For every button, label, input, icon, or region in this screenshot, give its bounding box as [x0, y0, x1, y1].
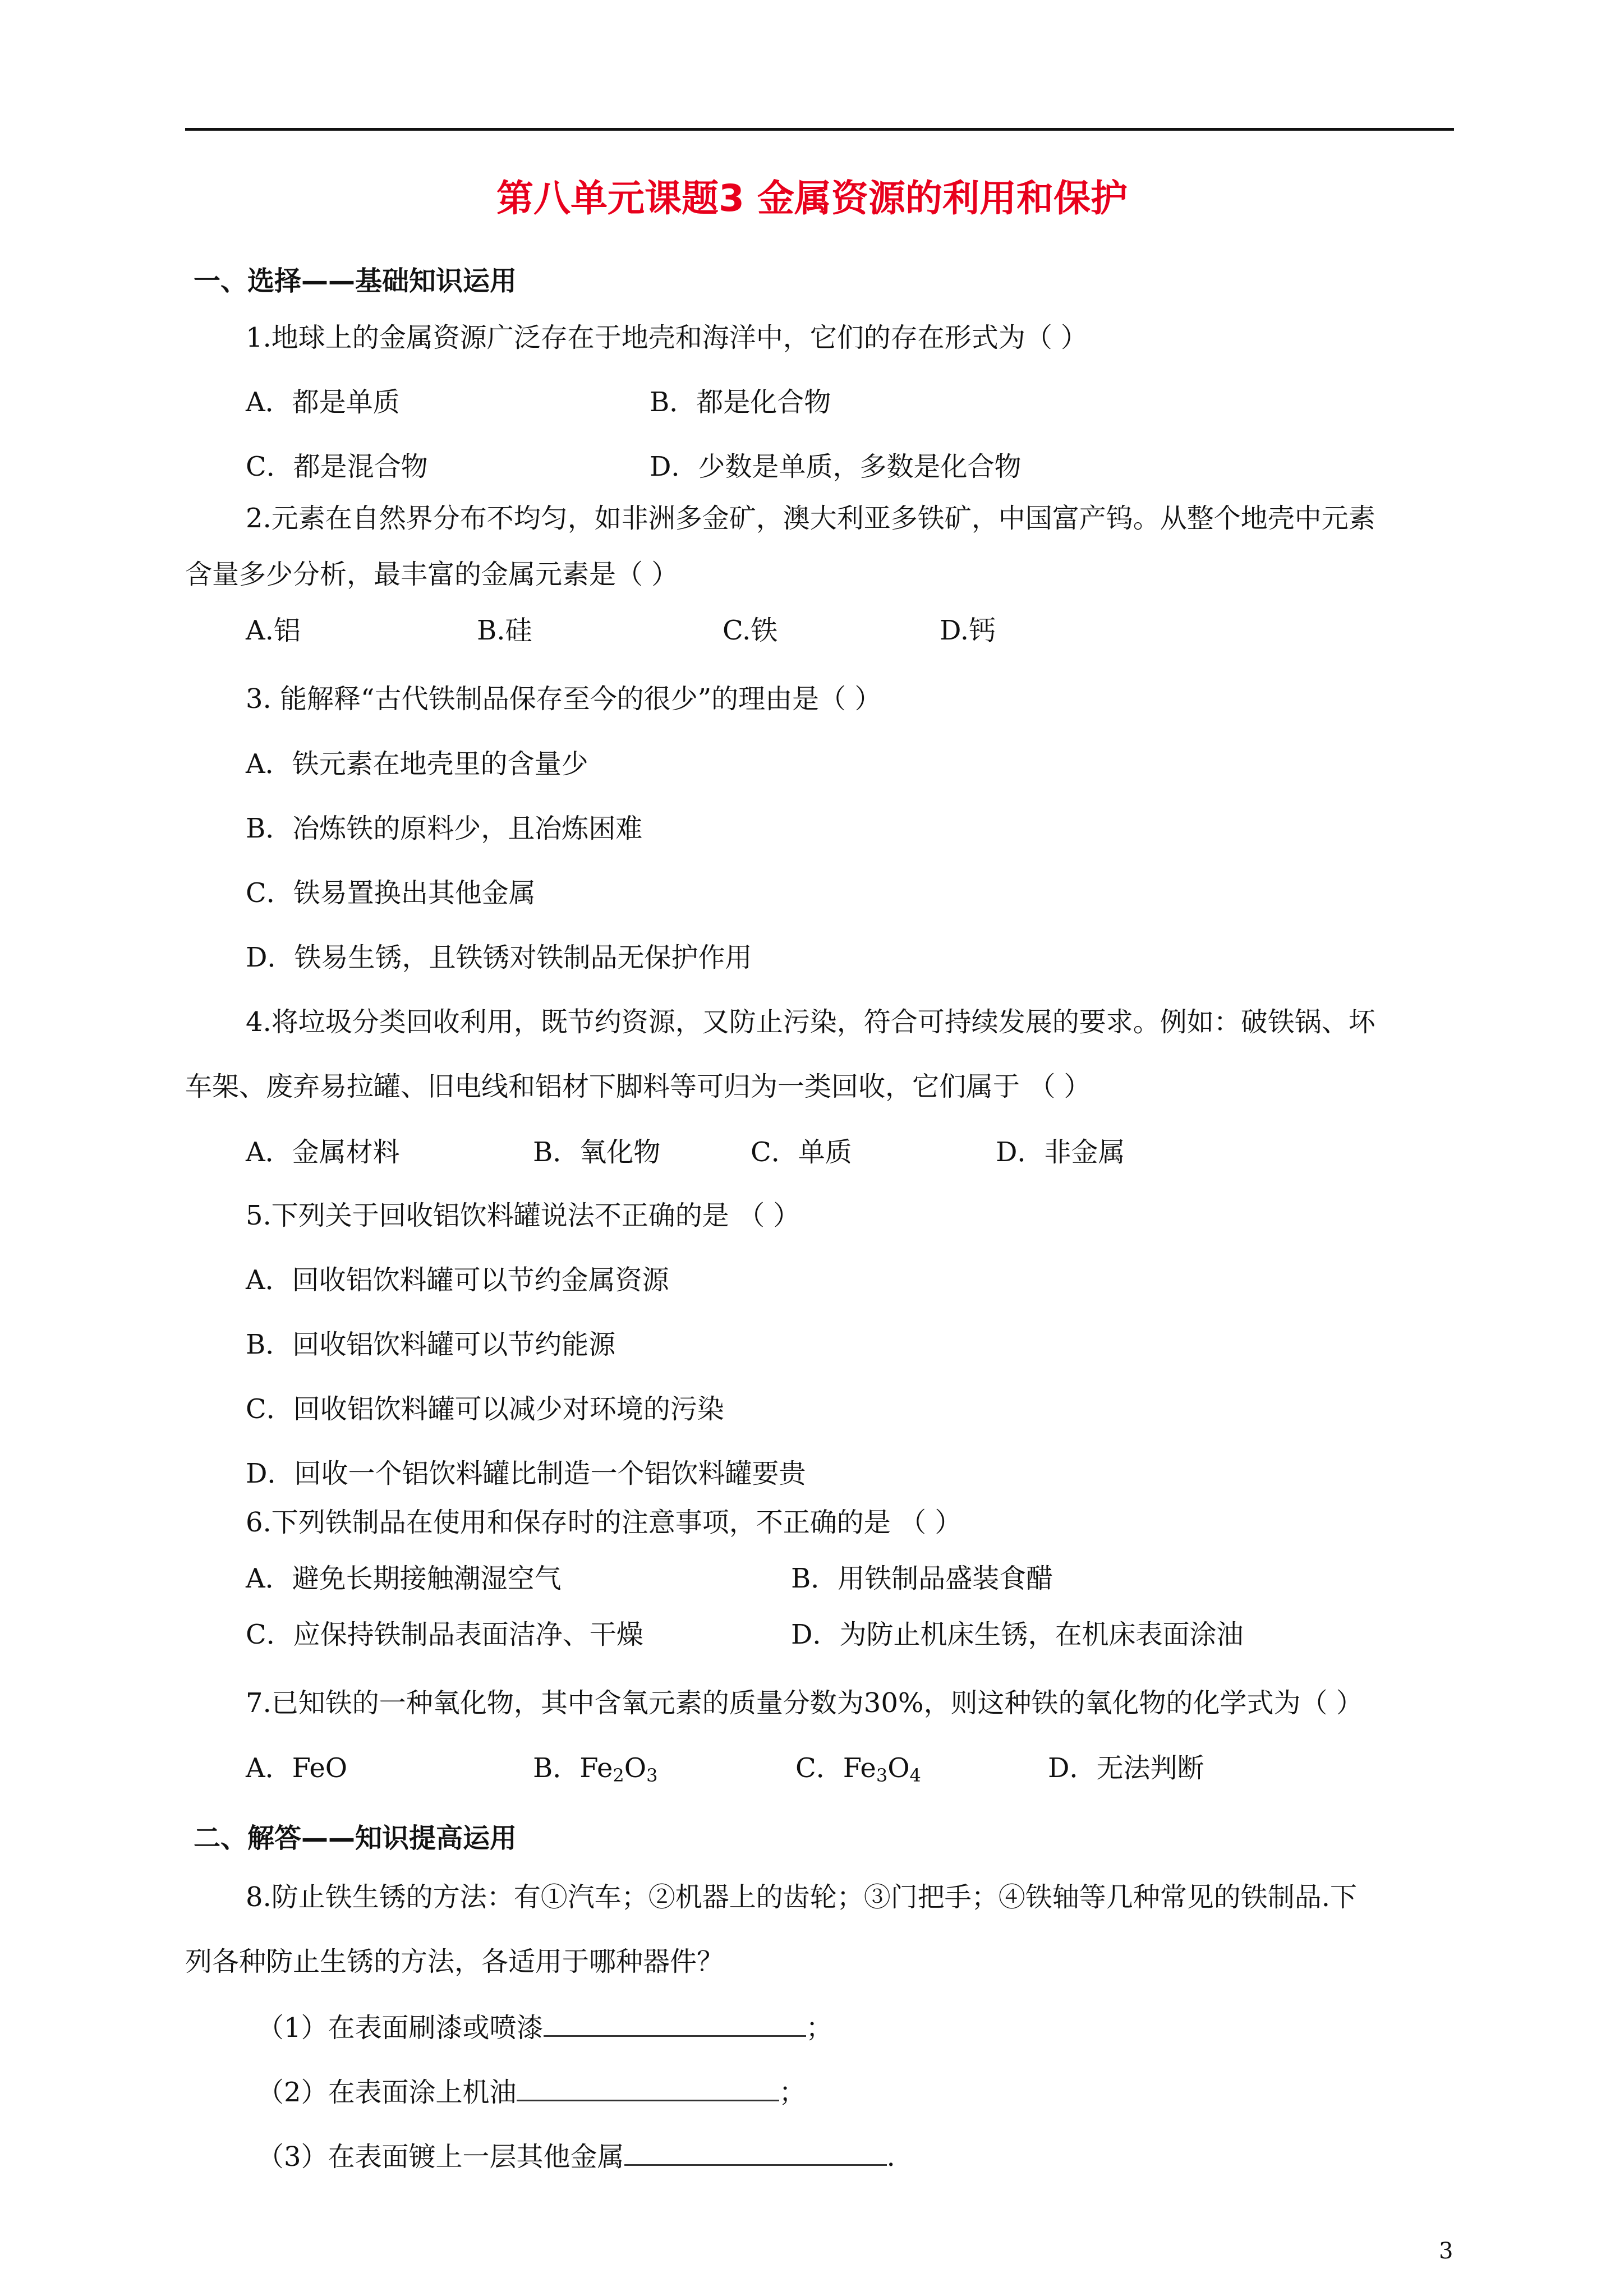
- q8-stem-line2: 列各种防止生锈的方法，各适用于哪种器件？: [185, 1946, 724, 1977]
- q6-stem: 6.下列铁制品在使用和保存时的注意事项，不正确的是 （ ）: [246, 1507, 962, 1538]
- q4-option-d: D．非金属: [996, 1137, 1125, 1168]
- q4-stem-line2: 车架、废弃易拉罐、旧电线和铝材下脚料等可归为一类回收，它们属于 （ ）: [185, 1071, 1091, 1102]
- q3-stem: 3. 能解释“古代铁制品保存至今的很少”的理由是（ ）: [246, 683, 882, 715]
- q6-option-c: C．应保持铁制品表面洁净、干燥: [246, 1619, 643, 1650]
- q8-part-1: （1）在表面刷漆或喷漆 ；: [257, 2012, 833, 2044]
- q1-option-b: B．都是化合物: [650, 386, 831, 418]
- answer-blank-2[interactable]: [517, 2077, 779, 2101]
- q6-option-b: B．用铁制品盛装食醋: [791, 1563, 1053, 1594]
- page-title: 第八单元课题3 金属资源的利用和保护: [496, 177, 1128, 220]
- q2-option-c: C.铁: [723, 615, 778, 646]
- q2-stem-line1: 2.元素在自然界分布不均匀，如非洲多金矿，澳大利亚多铁矿，中国富产钨。从整个地壳中元素: [246, 503, 1375, 534]
- q1-stem: 1.地球上的金属资源广泛存在于地壳和海洋中，它们的存在形式为（ ）: [246, 322, 1088, 353]
- q7-option-c: C．$Fe_3O_4$: [795, 1752, 921, 1786]
- section-heading-choice: 一、选择——基础知识运用: [194, 265, 517, 297]
- q5-option-d: D．回收一个铝饮料罐比制造一个铝饮料罐要贵: [246, 1458, 806, 1489]
- q8-part-3: （3）在表面镀上一层其他金属 .: [257, 2141, 895, 2173]
- q3-option-a: A．铁元素在地壳里的含量少: [246, 748, 588, 780]
- q8-stem-line1: 8.防止铁生锈的方法：有①汽车；②机器上的齿轮；③门把手；④铁轴等几种常见的铁制品.下: [246, 1881, 1358, 1913]
- q5-option-a: A．回收铝饮料罐可以节约金属资源: [246, 1264, 669, 1296]
- q3-option-b: B．冶炼铁的原料少，且冶炼困难: [246, 813, 643, 844]
- q2-option-a: A.铝: [246, 615, 301, 646]
- q7-option-d: D．无法判断: [1048, 1752, 1204, 1784]
- q4-option-a: A．金属材料: [246, 1137, 400, 1168]
- q5-stem: 5.下列关于回收铝饮料罐说法不正确的是 （ ）: [246, 1200, 801, 1231]
- answer-blank-1[interactable]: [544, 2013, 806, 2037]
- q1-option-d: D．少数是单质，多数是化合物: [650, 451, 1022, 482]
- section-heading-answer: 二、解答——知识提高运用: [194, 1823, 517, 1854]
- q8-part-2: （2）在表面涂上机油 ；: [257, 2077, 806, 2108]
- q7-stem: 7.已知铁的一种氧化物，其中含氧元素的质量分数为30%，则这种铁的氧化物的化学式为（ ）: [246, 1687, 1363, 1719]
- q1-option-a: A．都是单质: [246, 386, 400, 418]
- q2-option-d: D.钙: [940, 615, 996, 646]
- q5-option-b: B．回收铝饮料罐可以节约能源: [246, 1329, 616, 1360]
- page-number: 3: [1439, 2238, 1453, 2264]
- header-rule: [185, 128, 1454, 131]
- q7-option-b: B．$Fe_2O_3$: [533, 1752, 658, 1786]
- q3-option-c: C．铁易置换出其他金属: [246, 877, 536, 909]
- q7-option-a: A．FeO: [246, 1752, 348, 1784]
- q4-stem-line1: 4.将垃圾分类回收利用，既节约资源，又防止污染，符合可持续发展的要求。例如：破铁锅、坏: [246, 1006, 1375, 1038]
- q4-option-b: B．氧化物: [533, 1137, 661, 1168]
- q2-stem-line2: 含量多少分析，最丰富的金属元素是（ ）: [185, 559, 679, 590]
- q4-option-c: C．单质: [751, 1137, 852, 1168]
- q6-option-a: A．避免长期接触潮湿空气: [246, 1563, 562, 1594]
- q1-option-c: C．都是混合物: [246, 451, 428, 482]
- q6-option-d: D．为防止机床生锈，在机床表面涂油: [791, 1619, 1244, 1650]
- q3-option-d: D．铁易生锈，且铁锈对铁制品无保护作用: [246, 942, 752, 973]
- q5-option-c: C．回收铝饮料罐可以减少对环境的污染: [246, 1393, 724, 1425]
- q2-option-b: B.硅: [477, 615, 532, 646]
- answer-blank-3[interactable]: [624, 2142, 887, 2166]
